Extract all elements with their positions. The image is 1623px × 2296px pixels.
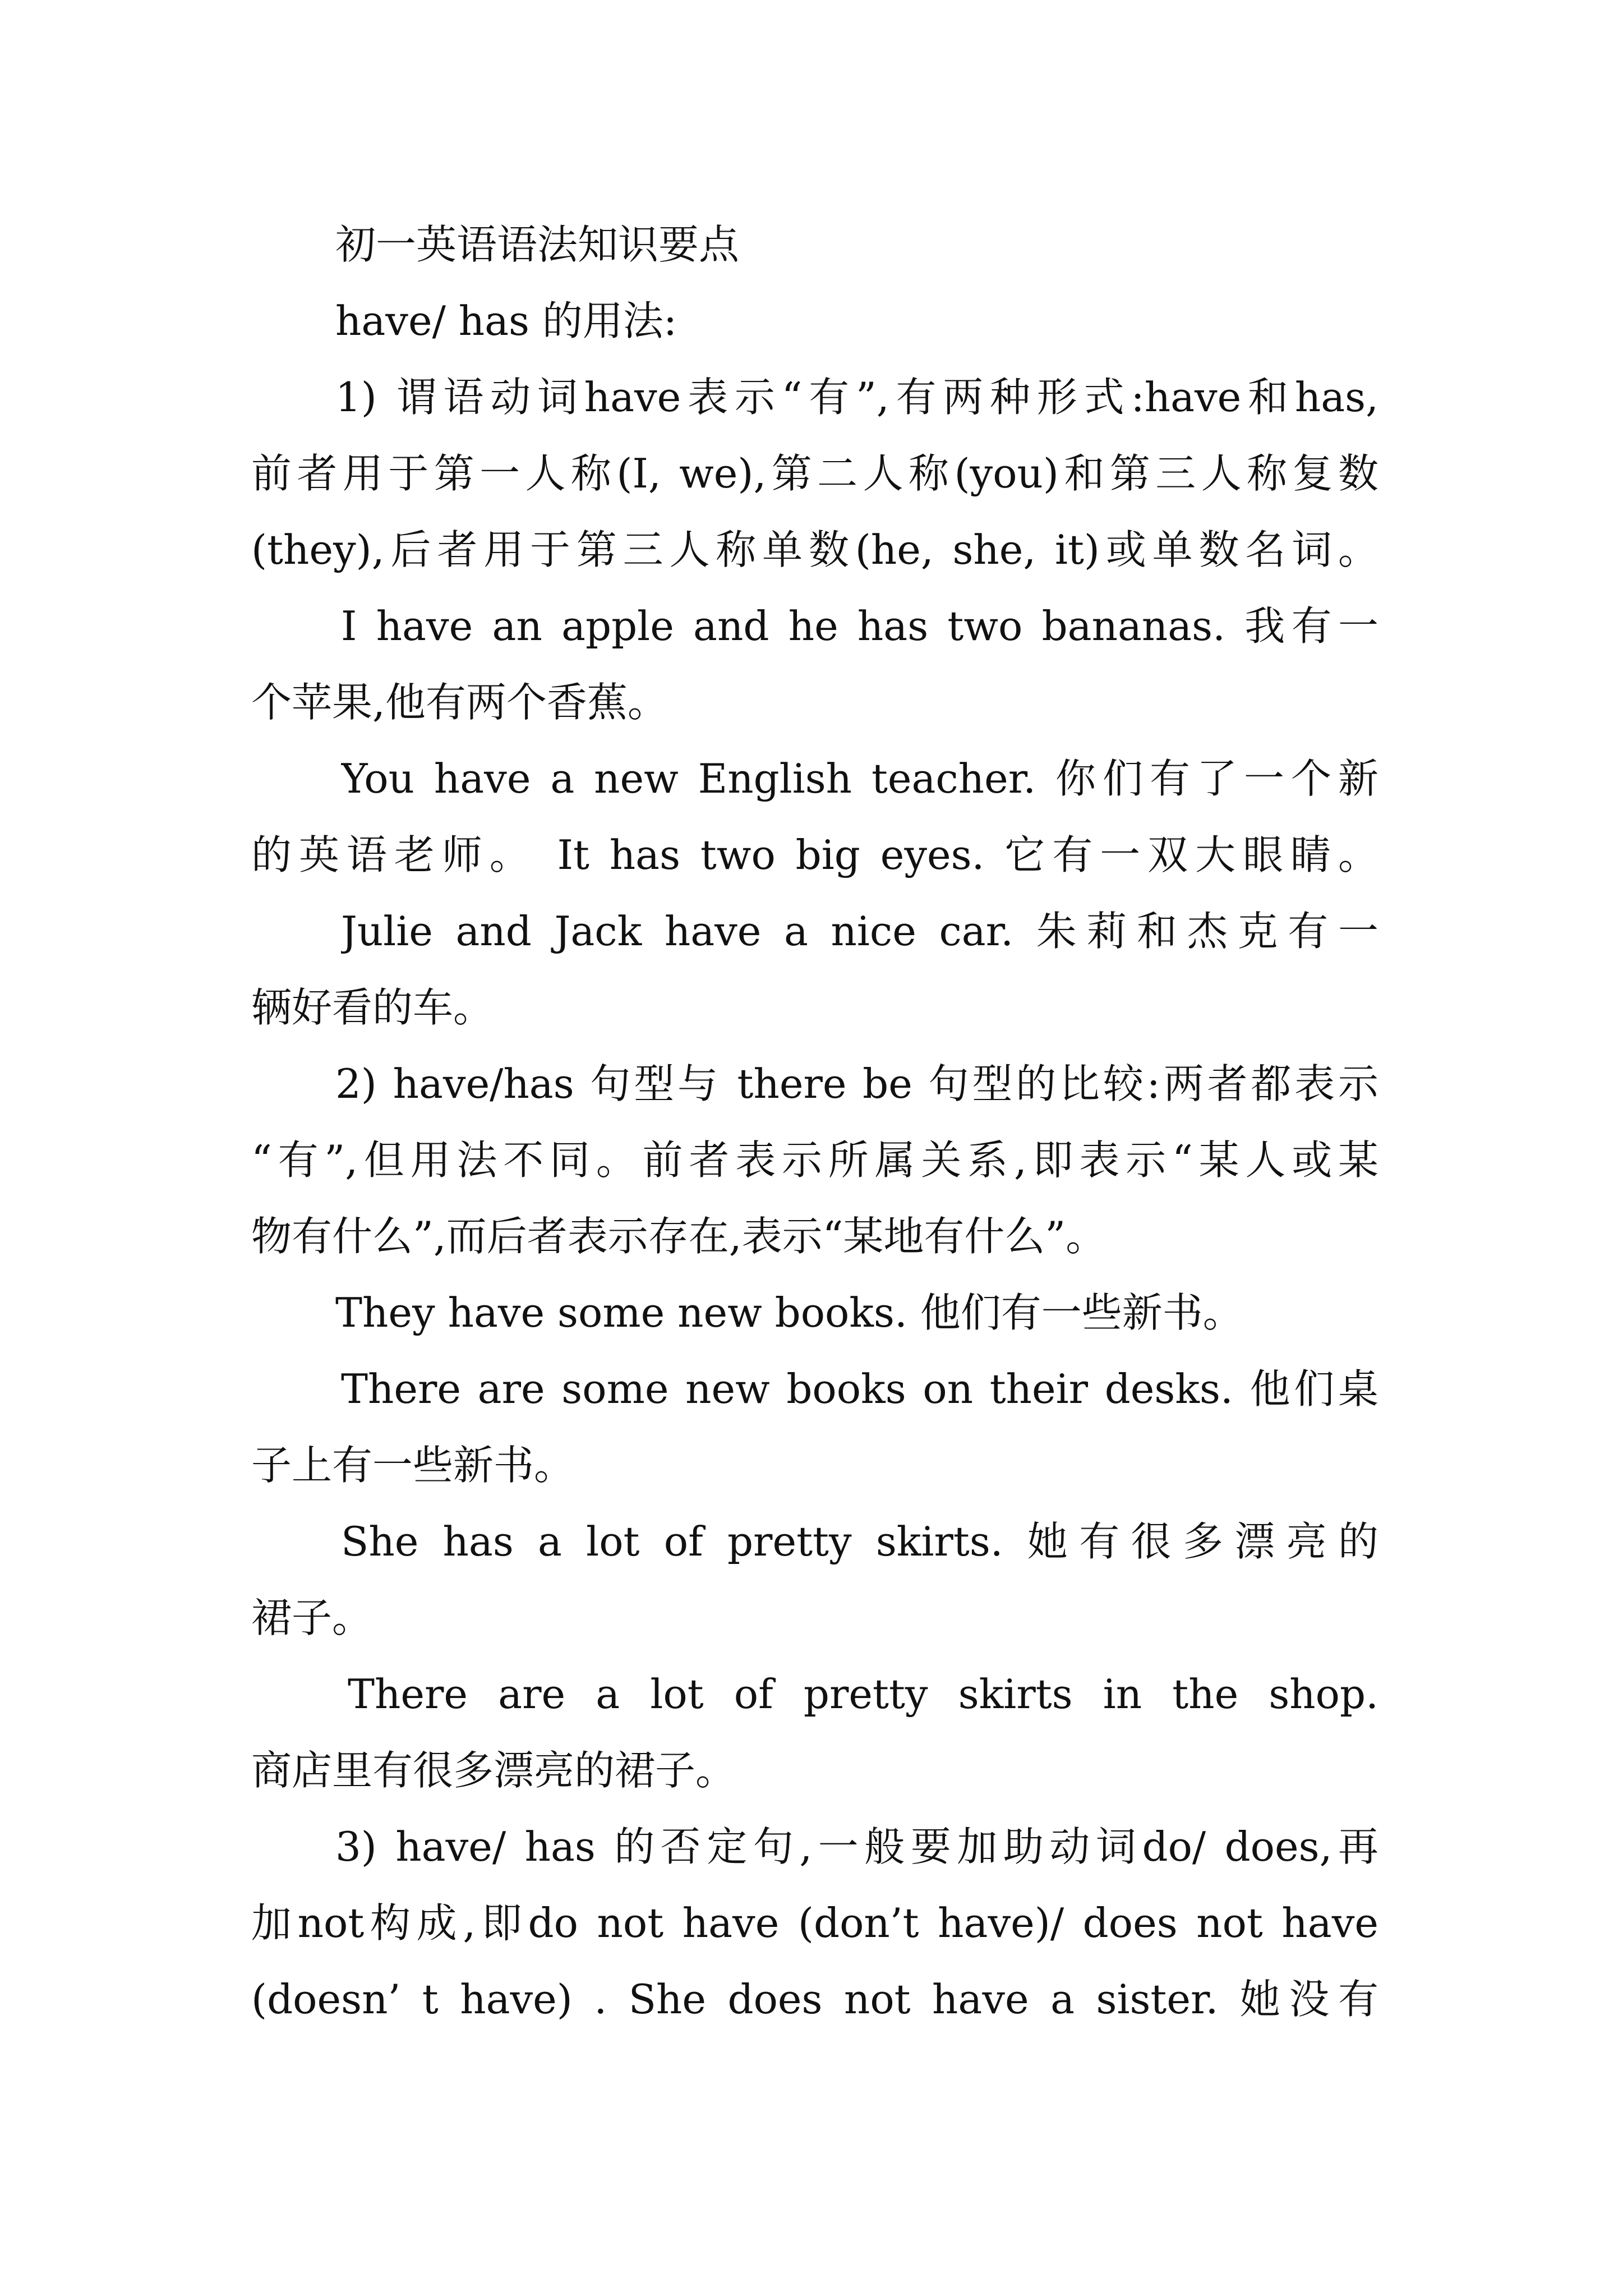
body-line: You have a new English teacher. 你们有了一个新	[341, 755, 1378, 802]
body-line: There are a lot of pretty skirts in the shop.	[348, 1671, 1378, 1718]
body-line: 个苹果,他有两个香蕉。	[251, 679, 668, 726]
body-line: 加not构成,即do not have (don’t have)/ does not have	[251, 1899, 1378, 1947]
body-line: (doesn’ t have) . She does not have a sister. 她没有	[251, 1976, 1378, 2023]
body-line: “有”,但用法不同。前者表示所属关系,即表示“某人或某	[251, 1137, 1378, 1184]
body-line: She has a lot of pretty skirts. 她有很多漂亮的	[341, 1518, 1378, 1565]
body-line: 辆好看的车。	[251, 984, 494, 1031]
body-line: 3) have/ has 的否定句,一般要加助动词do/ does,再	[335, 1823, 1378, 1870]
body-line: Julie and Jack have a nice car. 朱莉和杰克有一	[341, 908, 1378, 955]
body-line: I have an apple and he has two bananas. 我有一	[341, 602, 1378, 650]
document-title: 初一英语语法知识要点	[335, 221, 740, 268]
body-line: 的英语老师。 It has two big eyes. 它有一双大眼睛。	[251, 831, 1378, 878]
section-heading: have/ has 的用法:	[335, 297, 677, 344]
body-line: 2) have/has 句型与 there be 句型的比较:两者都表示	[335, 1060, 1378, 1107]
body-line: 子上有一些新书。	[251, 1442, 575, 1489]
body-line: (they),后者用于第三人称单数(he, she, it)或单数名词。	[251, 526, 1378, 573]
body-line: They have some new books. 他们有一些新书。	[335, 1289, 1243, 1336]
body-line: There are some new books on their desks. 他们桌	[341, 1365, 1378, 1412]
body-line: 1) 谓语动词have表示“有”,有两种形式:have和has,	[335, 374, 1378, 421]
body-line: 前者用于第一人称(I, we),第二人称(you)和第三人称复数	[251, 450, 1378, 497]
body-line: 物有什么”,而后者表示存在,表示“某地有什么”。	[251, 1213, 1106, 1260]
body-line: 商店里有很多漂亮的裙子。	[251, 1747, 736, 1794]
body-line: 裙子。	[251, 1594, 373, 1641]
